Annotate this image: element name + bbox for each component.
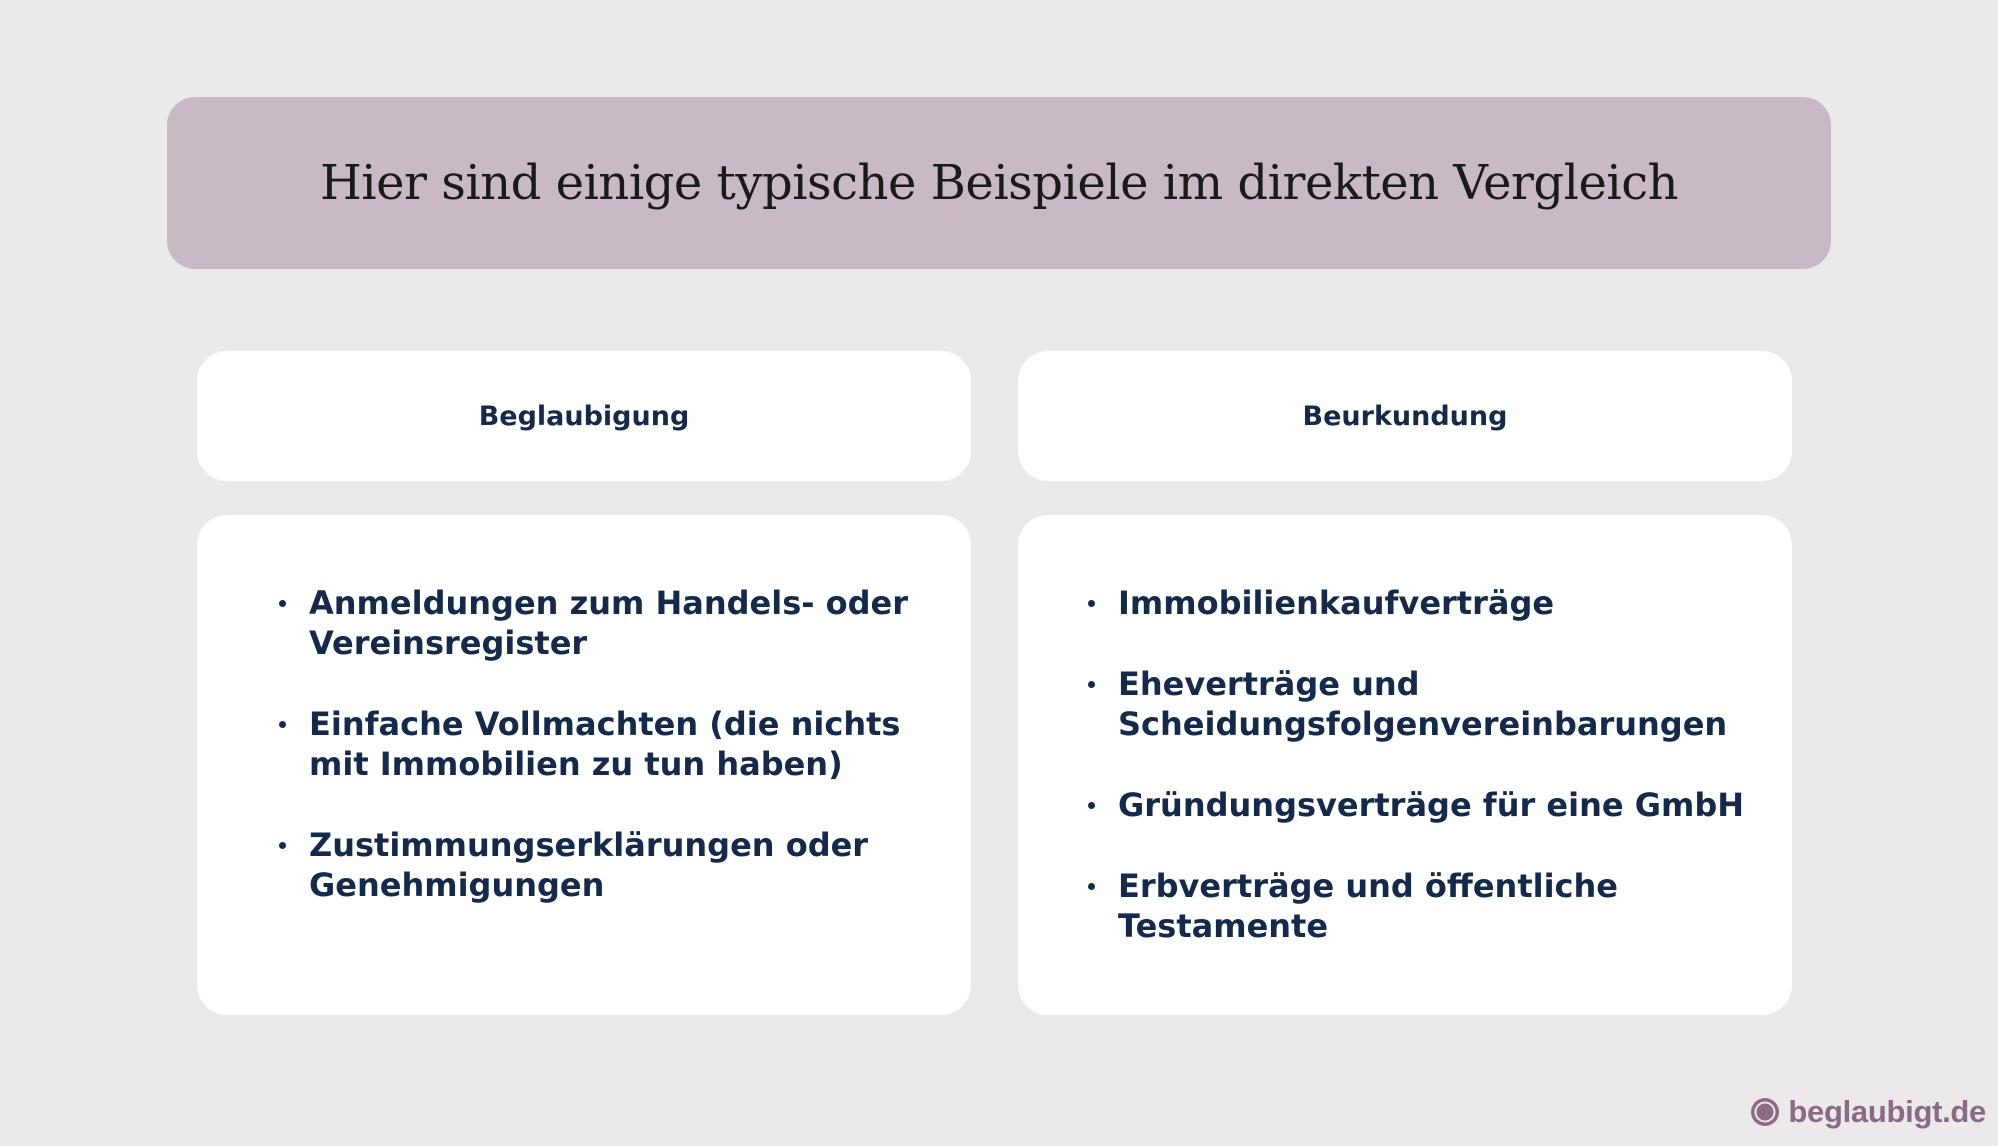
list-item-text: Anmeldungen zum Handels- oder Vereinsregister (309, 584, 909, 662)
brand-logo (1750, 1094, 1986, 1130)
bullet-icon (279, 721, 286, 728)
list-item-text: Erbverträge und öffentliche Testamente (1118, 867, 1618, 945)
list-item (277, 825, 917, 905)
examples-list (277, 583, 917, 905)
bullet-icon (279, 600, 286, 607)
brand-name: beglaubigt.de (1788, 1094, 1986, 1129)
list-item-text: Einfache Vollmachten (die nichts mit Immobilien zu tun haben) (309, 705, 901, 783)
bullet-icon (279, 842, 286, 849)
examples-list (1086, 583, 1756, 946)
bullet-icon (1088, 802, 1095, 809)
list-item (1086, 583, 1756, 623)
list-item-text: Immobilienkaufverträge (1118, 584, 1555, 622)
list-item (277, 704, 917, 784)
bullet-icon (1088, 883, 1095, 890)
list-item (1086, 866, 1756, 946)
bullet-icon (1088, 681, 1095, 688)
column-heading: Beglaubigung (478, 400, 690, 432)
list-item-text: Zustimmungserklärungen oder Genehmigungen (309, 826, 869, 904)
title-banner (167, 97, 1831, 269)
list-item (1086, 664, 1756, 744)
page-title: Hier sind einige typische Beispiele im direkten Vergleich (319, 155, 1679, 211)
list-item-text: Eheverträge und Scheidungsfolgenvereinbarungen (1118, 665, 1728, 743)
column-heading: Beurkundung (1302, 400, 1508, 432)
examples-card-beglaubigung (197, 515, 971, 1015)
examples-card-beurkundung (1018, 515, 1792, 1015)
list-item (1086, 785, 1756, 825)
column-header-beurkundung (1018, 351, 1792, 481)
list-item (277, 583, 917, 663)
bullet-icon (1088, 600, 1095, 607)
seal-icon (1750, 1097, 1780, 1127)
column-header-beglaubigung (197, 351, 971, 481)
list-item-text: Gründungsverträge für eine GmbH (1118, 786, 1745, 824)
